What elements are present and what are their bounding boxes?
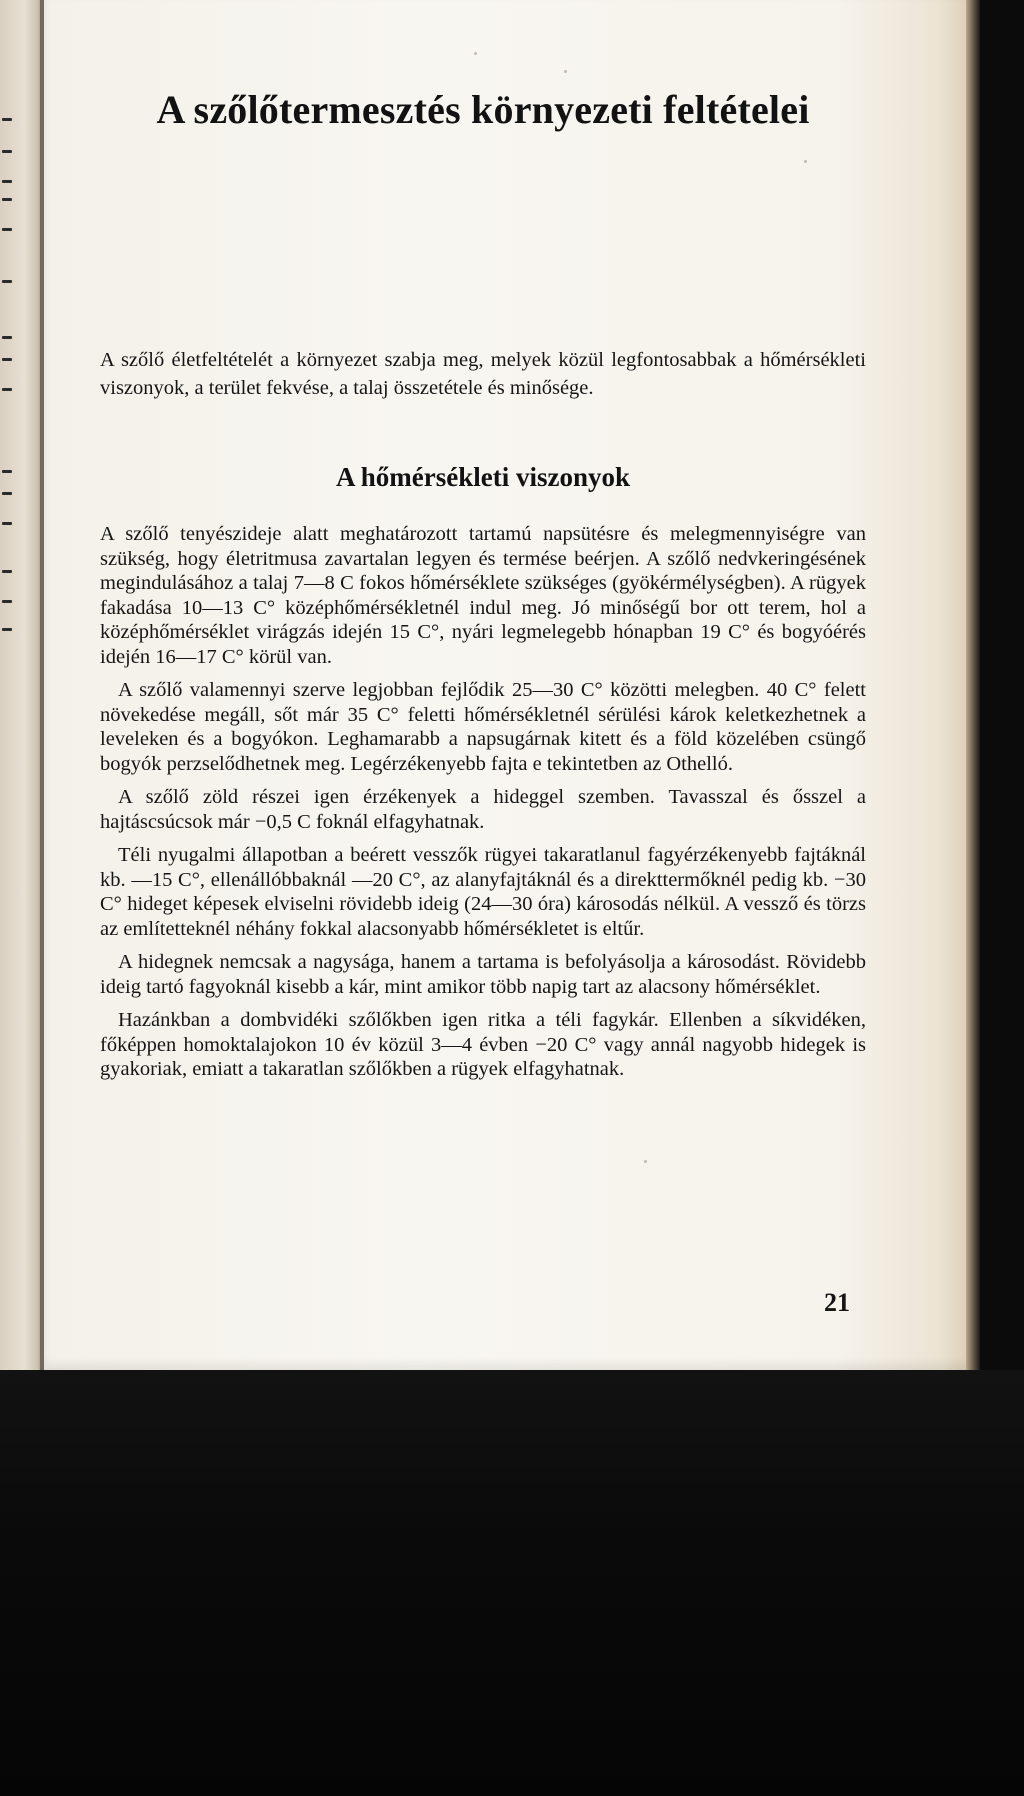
body-paragraph: A szőlő tenyészideje alatt meghatározott tartamú napsütésre és melegmennyiségre van szükség, hogy életritmusa zavartalan legyen és termése beérjen. A szőlő nedvkeringésének megindulásához a talaj 7—8 C fokos hőmérséklete szükséges (gyökérmélységben). A rügyek fakadása 10—13 C° középhőmérsékletnél indul meg. Jó minőségű bor ott terem, hol a középhőmérséklet virágzás idején 15 C°, nyári legmelegebb hónapban 19 C° és bogyóérés idején 16—17 C° körül van.	[100, 523, 866, 668]
scan-background	[0, 1370, 1024, 1796]
body-paragraph: A szőlő valamennyi szerve legjobban fejlődik 25—30 C° közötti melegben. 40 C° felett növekedése megáll, sőt már 35 C° feletti hőmérsékletnél sérülési károk keletkezhetnek a leveleken és a bogyókon. Leghamarabb a napsugárnak kitett és a föld közelében csüngő bogyók perzselődhetnek meg. Legérzékenyebb fajta e tekintetben az Othelló.	[100, 679, 866, 775]
section-body	[100, 522, 866, 1091]
intro-paragraph: A szőlő életfeltételét a környezet szabja meg, melyek közül legfontosabbak a hőmérsékleti viszonyok, a terület fekvése, a talaj összetétele és minősége.	[100, 349, 866, 399]
section-title: A hőmérsékleti viszonyok	[336, 462, 630, 492]
body-paragraph: Hazánkban a dombvidéki szőlőkben igen ritka a téli fagykár. Ellenben a síkvidéken, főképpen homoktalajokon 10 év közül 3—4 évben −20 C° vagy annál nagyobb hidegek is gyakoriak, emiatt a takaratlan szőlőkben a rügyek elfagyhatnak.	[100, 1009, 866, 1080]
previous-page-edge	[0, 0, 44, 1370]
body-paragraph: A szőlő zöld részei igen érzékenyek a hideggel szemben. Tavasszal és ősszel a hajtáscsúcsok már −0,5 C foknál elfagyhatnak.	[100, 786, 866, 833]
chapter-title: A szőlőtermesztés környezeti feltételei	[156, 87, 810, 132]
page-number: 21	[824, 1288, 850, 1317]
page-edge-shadow	[966, 0, 980, 1385]
body-paragraph: Téli nyugalmi állapotban a beérett vesszők rügyei takaratlanul fagyérzékenyebb fajtáknál kb. —15 C°, ellenállóbbaknál —20 C°, az alanyfajtáknál és a direkttermőknél pedig kb. −30 C° hideget képesek elviselni rövidebb ideig (24—30 óra) károsodás nélkül. A vessző és törzs az említetteknél néhány fokkal alacsonyabb hőmérsékletet is eltűr.	[100, 844, 866, 940]
body-paragraph: A hidegnek nemcsak a nagysága, hanem a tartama is befolyásolja a károsodást. Rövidebb ideig tartó fagyoknál kisebb a kár, mint amikor több napig tart az alacsony hőmérséklet.	[100, 951, 866, 998]
